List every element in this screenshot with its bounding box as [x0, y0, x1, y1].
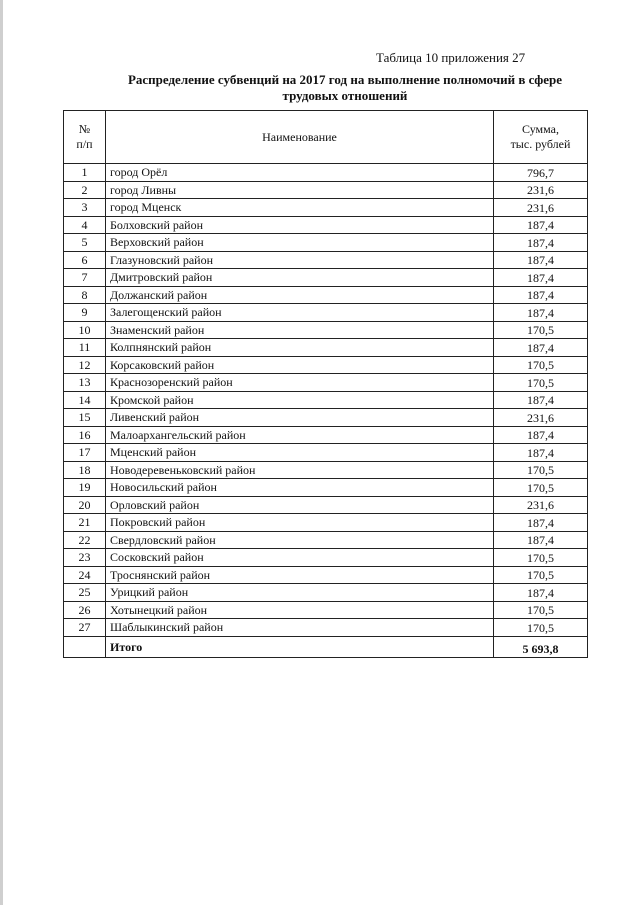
row-sum: 187,4: [494, 514, 588, 532]
table-row: [64, 496, 588, 514]
table-row: [64, 409, 588, 427]
row-name: Кромской район: [106, 391, 494, 409]
row-sum: 187,4: [494, 584, 588, 602]
row-name: Болховский район: [106, 216, 494, 234]
row-sum: 170,5: [494, 461, 588, 479]
row-sum: 231,6: [494, 199, 588, 217]
row-sum: 187,4: [494, 304, 588, 322]
table-row: [64, 304, 588, 322]
row-name: Покровский район: [106, 514, 494, 532]
row-name: Верховский район: [106, 234, 494, 252]
subsidy-table: [63, 110, 588, 658]
header-num-line: п/п: [76, 137, 93, 151]
row-sum: 231,6: [494, 181, 588, 199]
row-name: Колпнянский район: [106, 339, 494, 357]
table-header-row: [64, 111, 588, 164]
table-row: [64, 339, 588, 357]
row-name: Дмитровский район: [106, 269, 494, 287]
row-name: Новосильский район: [106, 479, 494, 497]
table-row: [64, 514, 588, 532]
row-number: 11: [64, 339, 106, 357]
row-number: 26: [64, 601, 106, 619]
row-name: Должанский район: [106, 286, 494, 304]
row-number: 20: [64, 496, 106, 514]
row-sum: 187,4: [494, 391, 588, 409]
row-name: Новодеревеньковский район: [106, 461, 494, 479]
row-name: Троснянский район: [106, 566, 494, 584]
header-num: [64, 111, 106, 164]
row-number: 17: [64, 444, 106, 462]
row-sum: 187,4: [494, 286, 588, 304]
row-number: 16: [64, 426, 106, 444]
table-row: [64, 461, 588, 479]
row-number: 15: [64, 409, 106, 427]
table-row: [64, 374, 588, 392]
row-name: Хотынецкий район: [106, 601, 494, 619]
row-number: 2: [64, 181, 106, 199]
table-row: [64, 286, 588, 304]
table-row: [64, 601, 588, 619]
row-number: 10: [64, 321, 106, 339]
row-name: Ливенский район: [106, 409, 494, 427]
row-sum: 187,4: [494, 444, 588, 462]
row-sum: 231,6: [494, 409, 588, 427]
row-name: Глазуновский район: [106, 251, 494, 269]
table-row: [64, 426, 588, 444]
row-name: город Орёл: [106, 164, 494, 182]
row-number: 24: [64, 566, 106, 584]
table-row: [64, 531, 588, 549]
table-row: [64, 321, 588, 339]
table-row: [64, 234, 588, 252]
row-number: 12: [64, 356, 106, 374]
row-sum: 170,5: [494, 321, 588, 339]
row-number: 18: [64, 461, 106, 479]
appendix-note: Таблица 10 приложения 27: [376, 50, 526, 65]
row-name: Шаблыкинский район: [106, 619, 494, 637]
row-number: 8: [64, 286, 106, 304]
row-number: 9: [64, 304, 106, 322]
header-sum: [494, 111, 588, 164]
row-number: 25: [64, 584, 106, 602]
row-sum: 187,4: [494, 234, 588, 252]
row-number: 22: [64, 531, 106, 549]
total-label: Итого: [106, 636, 494, 657]
table-row: [64, 444, 588, 462]
row-name: Корсаковский район: [106, 356, 494, 374]
total-row: [64, 636, 588, 657]
total-number: [64, 636, 106, 657]
row-name: Малоархангельский район: [106, 426, 494, 444]
table-row: [64, 199, 588, 217]
row-sum: 187,4: [494, 216, 588, 234]
row-number: 6: [64, 251, 106, 269]
row-name: Залегощенский район: [106, 304, 494, 322]
row-name: Орловский район: [106, 496, 494, 514]
row-sum: 170,5: [494, 356, 588, 374]
row-sum: 231,6: [494, 496, 588, 514]
header-name: Наименование: [106, 111, 494, 164]
total-sum: 5 693,8: [494, 636, 588, 657]
header-sum-line: Сумма,: [522, 122, 559, 136]
table-row: [64, 164, 588, 182]
table-row: [64, 584, 588, 602]
row-sum: 170,5: [494, 479, 588, 497]
row-number: 3: [64, 199, 106, 217]
row-name: Сосковский район: [106, 549, 494, 567]
row-name: Краснозоренский район: [106, 374, 494, 392]
row-sum: 170,5: [494, 549, 588, 567]
row-sum: 187,4: [494, 531, 588, 549]
table-row: [64, 181, 588, 199]
row-sum: 170,5: [494, 374, 588, 392]
row-number: 19: [64, 479, 106, 497]
row-number: 13: [64, 374, 106, 392]
row-number: 14: [64, 391, 106, 409]
table-row: [64, 479, 588, 497]
table-row: [64, 619, 588, 637]
row-sum: 187,4: [494, 339, 588, 357]
row-sum: 170,5: [494, 601, 588, 619]
row-number: 1: [64, 164, 106, 182]
row-number: 23: [64, 549, 106, 567]
table-row: [64, 549, 588, 567]
row-number: 27: [64, 619, 106, 637]
row-name: город Ливны: [106, 181, 494, 199]
row-number: 7: [64, 269, 106, 287]
row-name: Свердловский район: [106, 531, 494, 549]
header-sum-line: тыс. рублей: [510, 137, 571, 151]
table-row: [64, 216, 588, 234]
row-number: 4: [64, 216, 106, 234]
row-name: Урицкий район: [106, 584, 494, 602]
table-row: [64, 566, 588, 584]
row-sum: 187,4: [494, 426, 588, 444]
table-row: [64, 356, 588, 374]
row-number: 21: [64, 514, 106, 532]
header-num-line: №: [78, 122, 91, 136]
row-name: Знаменский район: [106, 321, 494, 339]
row-sum: 187,4: [494, 269, 588, 287]
row-number: 5: [64, 234, 106, 252]
table-row: [64, 251, 588, 269]
row-sum: 170,5: [494, 619, 588, 637]
table-row: [64, 391, 588, 409]
row-name: город Мценск: [106, 199, 494, 217]
row-sum: 187,4: [494, 251, 588, 269]
row-sum: 170,5: [494, 566, 588, 584]
row-sum: 796,7: [494, 164, 588, 182]
scan-edge-shadow: [0, 0, 3, 905]
document-title: Распределение субвенций на 2017 год на выполнение полномочий в сфере трудовых отношений: [127, 72, 563, 103]
table-row: [64, 269, 588, 287]
row-name: Мценский район: [106, 444, 494, 462]
